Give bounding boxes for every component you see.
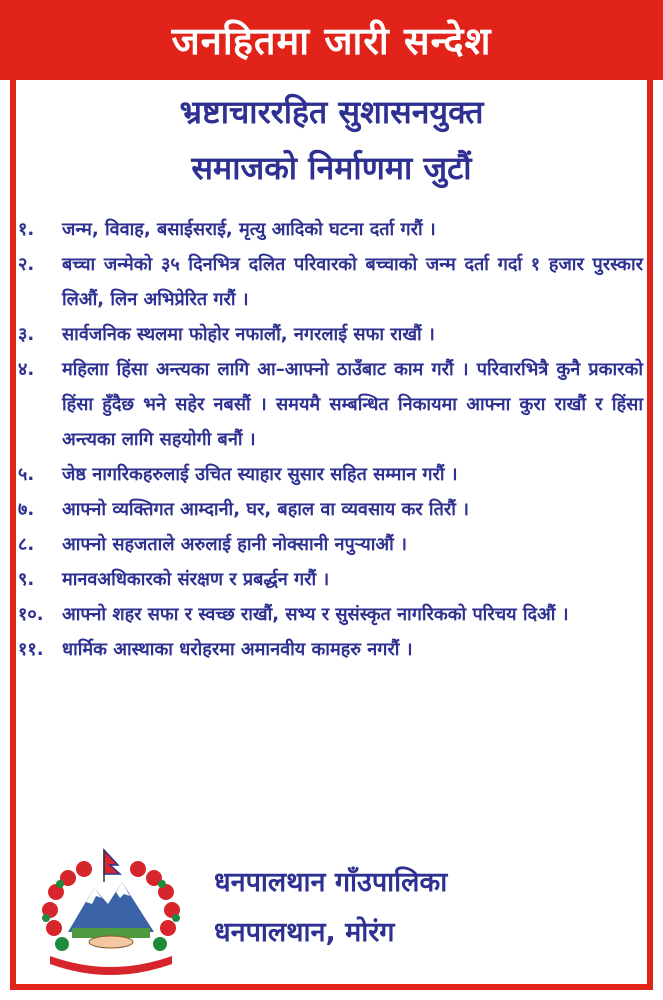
item-number: ४. <box>18 359 35 380</box>
item-number: २. <box>18 254 35 275</box>
item-number: १०. <box>18 604 44 625</box>
item-number: ९. <box>18 569 35 590</box>
mountain-icon <box>68 882 154 938</box>
item-number: १. <box>18 219 35 240</box>
list-item <box>18 632 643 667</box>
nepal-flag-icon <box>104 850 120 882</box>
list-item <box>18 562 643 597</box>
item-text: सार्वजनिक स्थलमा फोहोर नफालौं, नगरलाई सफा राखौं । <box>62 324 435 345</box>
title-banner <box>0 0 663 80</box>
item-text: मानवअधिकारको संरक्षण र प्रबर्द्धन गरौं । <box>62 569 330 590</box>
list-item <box>18 317 643 352</box>
list-item <box>18 457 643 492</box>
item-text: आफ्नो व्यक्तिगत आम्दानी, घर, बहाल वा व्यवसाय कर तिरौं । <box>62 499 469 520</box>
item-text: बच्चा जन्मेको ३५ दिनभित्र दलित परिवारको बच्चाको जन्म दर्ता गर्दा १ हजार पुरस्कार लिऔं, लिन अभिप्रेरित गरौं । <box>62 254 643 310</box>
municipality-location: धनपालथान, मोरंग <box>214 917 395 948</box>
headline-line-1: भ्रष्टाचाररहित सुशासनयुक्त <box>179 93 484 131</box>
item-text: आफ्नो सहजताले अरुलाई हानी नोक्सानी नपुर्‍याऔं । <box>62 534 407 555</box>
item-number: ३. <box>18 324 35 345</box>
item-number: ११. <box>18 639 44 660</box>
list-item <box>18 597 643 632</box>
item-number: ७. <box>18 499 35 520</box>
message-list <box>18 212 643 667</box>
item-text: आफ्नो शहर सफा र स्वच्छ राखौं, सभ्य र सुसंस्कृत नागरिकको परिचय दिऔं । <box>62 604 569 625</box>
motto-ribbon-icon <box>50 956 172 975</box>
municipality-name: धनपालथान गाँउपालिका <box>214 867 448 898</box>
headline-line-2: समाजको निर्माणमा जुटौं <box>191 149 472 187</box>
item-text: जेष्ठ नागरिकहरुलाई उचित स्याहार सुसार सहित सम्मान गरौं । <box>62 464 458 485</box>
list-item <box>18 247 643 317</box>
list-item <box>18 352 643 457</box>
list-item <box>18 492 643 527</box>
banner-title: जनहितमा जारी सन्देश <box>171 19 492 63</box>
item-number: ५. <box>18 464 35 485</box>
nepal-emblem-icon <box>36 848 186 976</box>
handshake-icon <box>89 936 133 948</box>
list-item <box>18 212 643 247</box>
item-text: महिलाा हिंसा अन्त्यका लागि आ–आफ्नो ठाउँबाट काम गरौं । परिवारभित्रै कुनै प्रकारको हिंसा हुँदैछ भने सहेर नबसौं । समयमै सम्बन्धित निकायमा आफ्ना कुरा राखौं र हिंसा अन्त्यका लागि सहयोगी बनौं । <box>62 359 643 450</box>
item-text: धार्मिक आस्थाका धरोहरमा अमानवीय कामहरु नगरौं । <box>62 639 413 660</box>
item-number: ८. <box>18 534 35 555</box>
item-text: जन्म, विवाह, बसाईसराई, मृत्यु आदिको घटना दर्ता गरौं । <box>62 219 436 240</box>
list-item <box>18 527 643 562</box>
